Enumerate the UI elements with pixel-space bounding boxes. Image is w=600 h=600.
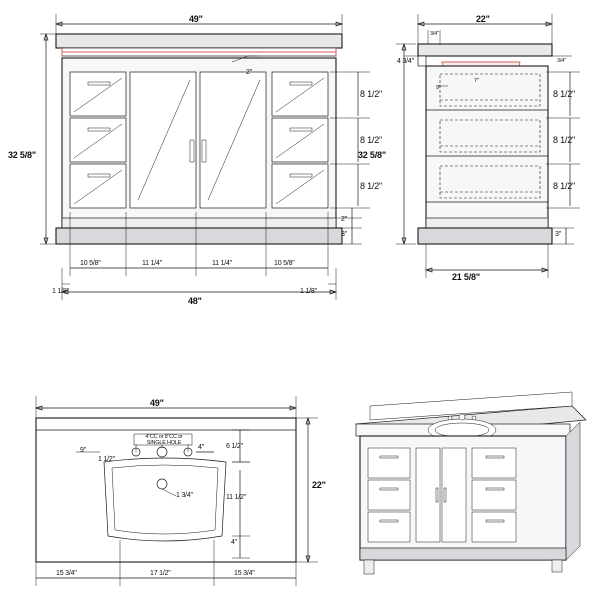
front-drawer-height-1: 8 1/2" (360, 89, 383, 99)
front-cabinet-width-label: 48" (188, 296, 202, 306)
top-front-margin-label: 4" (231, 539, 237, 546)
front-overall-height-label: 32 5/8" (8, 150, 36, 160)
front-top-width-label: 49" (189, 14, 203, 24)
front-drawer-height-3: 8 1/2" (360, 181, 383, 191)
front-elevation-view (40, 14, 370, 300)
front-seg-width-4: 10 5/8" (274, 260, 295, 267)
front-seg-width-1: 10 5/8" (80, 260, 101, 267)
front-seg-width-2: 11 1/4" (142, 260, 163, 267)
front-reveal-right: 1 1/8" (300, 288, 317, 295)
side-drawer-height-3: 8 1/2" (553, 181, 576, 191)
side-sink-depth-label: 7" (474, 78, 479, 84)
top-plan-view (36, 396, 318, 586)
top-drain-note-label: 1 3/4" (176, 492, 193, 499)
top-counter-width-label: 49" (150, 398, 164, 408)
top-faucet-note-label: 4"CC or 8"CC or SINGLE HOLE (145, 434, 183, 446)
top-back-to-bowl-label: 6 1/2" (226, 443, 243, 450)
side-top-depth-label: 22" (476, 14, 490, 24)
top-bowl-height-label: 11 1/2" (226, 494, 247, 501)
top-left-edge-label: 9" (80, 447, 86, 454)
side-cabinet-depth-label: 21 5/8" (452, 272, 480, 282)
side-back-overhang-label: 3/4" (557, 58, 566, 64)
front-top-thickness-label: 2" (246, 69, 252, 76)
top-seg-3: 15 3/4" (234, 570, 255, 577)
side-drawer-height-1: 8 1/2" (553, 89, 576, 99)
side-top-front-edge-label: 4 3/4" (397, 58, 414, 65)
side-drawer-height-2: 8 1/2" (553, 135, 576, 145)
top-counter-depth-label: 22" (312, 480, 326, 490)
top-hole-spacing-label: 4" (198, 444, 204, 451)
front-reveal-left: 1 1/8" (52, 288, 69, 295)
perspective-view (356, 392, 586, 574)
top-offset-a-label: 1 1/2" (98, 456, 115, 463)
side-elevation-view (396, 14, 580, 278)
front-seg-width-3: 11 1/4" (212, 260, 233, 267)
side-overall-height-label: 32 5/8" (358, 150, 386, 160)
front-bottom-rail-label: 2" (341, 216, 347, 223)
top-seg-2: 17 1/2" (150, 570, 171, 577)
side-sink-left-label: 9" (436, 85, 441, 91)
side-top-overhang-label: 3/4" (430, 31, 439, 37)
front-toe-kick-label: 3" (341, 231, 347, 238)
side-toe-kick-label: 3" (555, 231, 561, 238)
front-drawer-height-2: 8 1/2" (360, 135, 383, 145)
top-seg-1: 15 3/4" (56, 570, 77, 577)
